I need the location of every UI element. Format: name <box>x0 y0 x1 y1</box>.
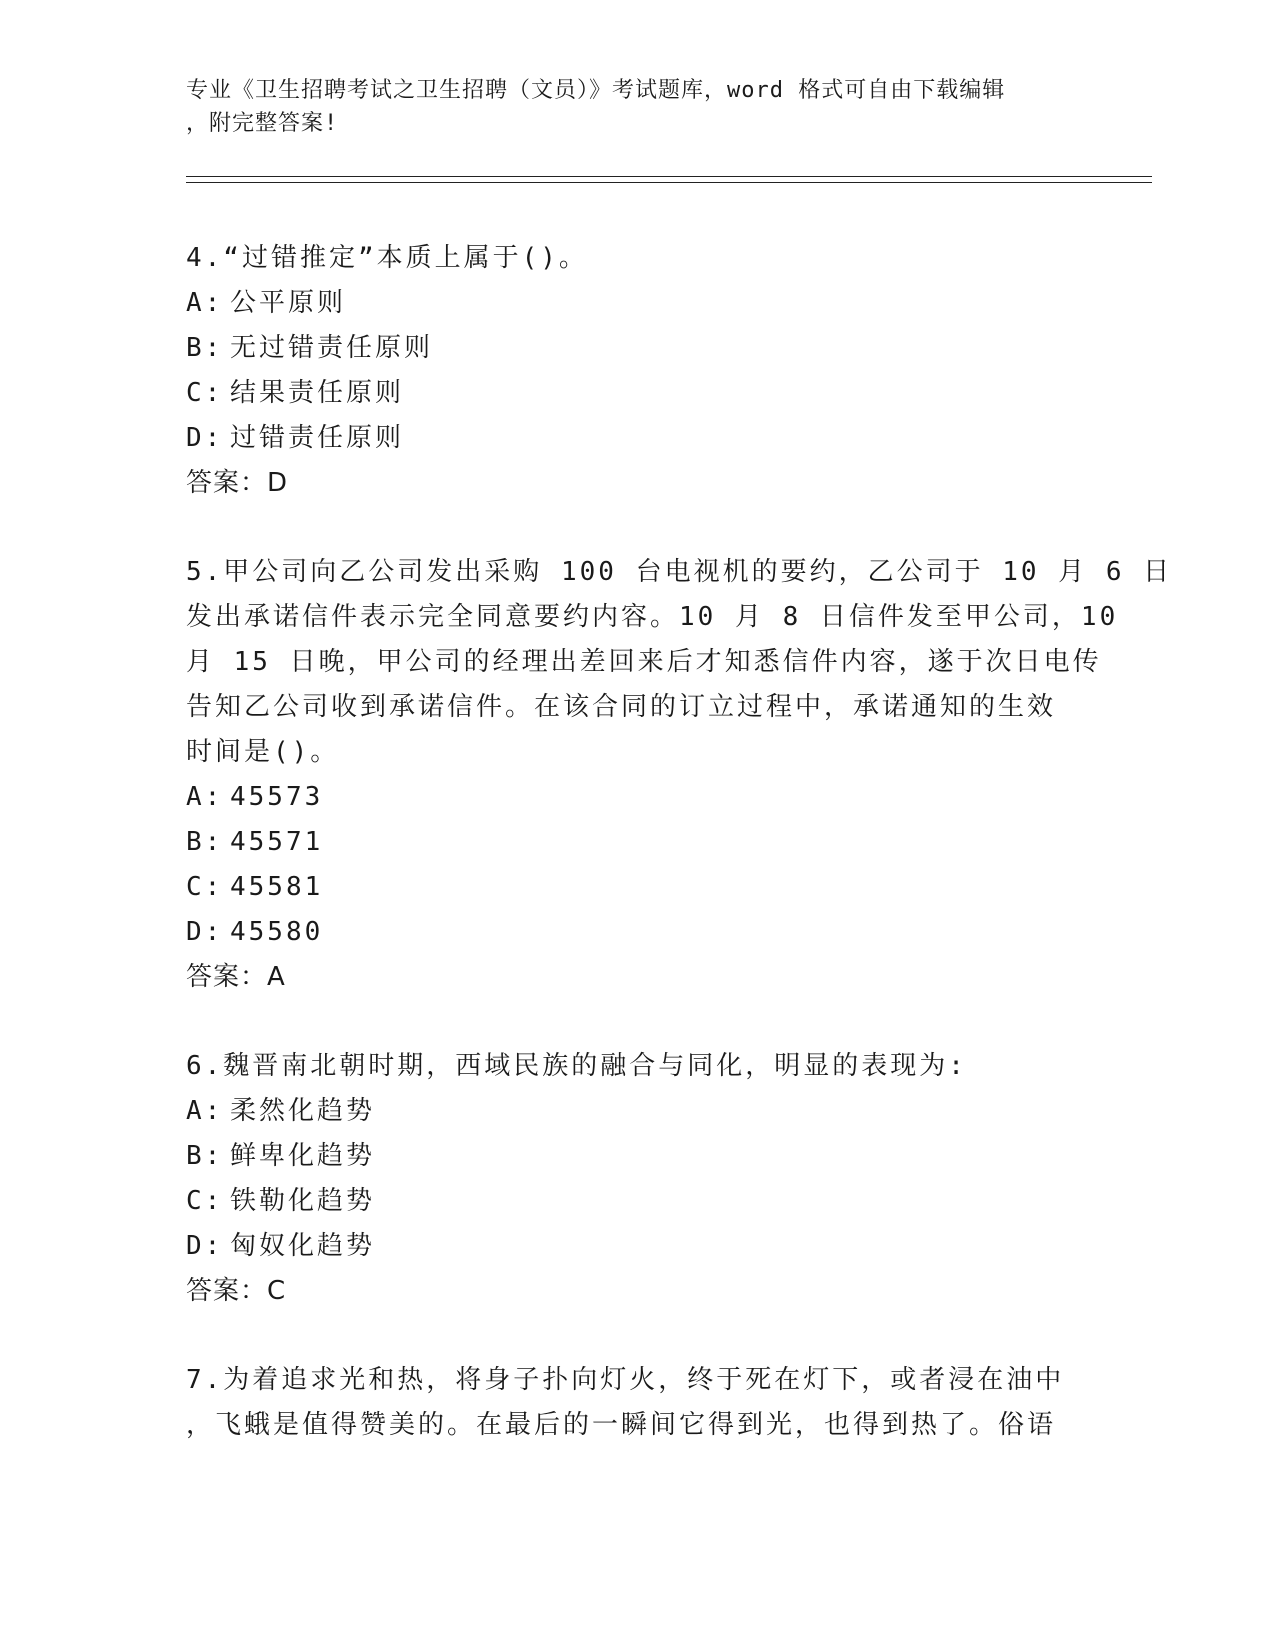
question-text-line-2: 发出承诺信件表示完全同意要约内容。10 月 8 日信件发至甲公司，10 <box>186 602 1119 632</box>
option-text: 45571 <box>230 827 324 857</box>
question-text: 4.“过错推定”本质上属于()。 <box>186 243 588 273</box>
option-b <box>186 820 1086 865</box>
option-text: 45580 <box>230 917 324 947</box>
option-text: 鲜卑化趋势 <box>230 1141 376 1171</box>
question-7 <box>186 1358 1086 1448</box>
option-c <box>186 1179 1086 1224</box>
question-text-line-5: 时间是()。 <box>186 737 340 767</box>
question-text-line-4: 告知乙公司收到承诺信件。在该合同的订立过程中，承诺通知的生效 <box>186 692 1057 722</box>
option-key: D: <box>186 917 224 947</box>
option-key: B: <box>186 827 224 857</box>
option-key: C: <box>186 1186 224 1216</box>
option-key: D: <box>186 423 224 453</box>
option-text: 无过错责任原则 <box>230 333 434 363</box>
option-text: 过错责任原则 <box>230 423 405 453</box>
option-key: B: <box>186 333 224 363</box>
header-line-1: 专业《卫生招聘考试之卫生招聘（文员）》考试题库，word 格式可自由下载编辑 <box>186 78 1006 103</box>
option-text: 45581 <box>230 872 324 902</box>
option-key: D: <box>186 1231 224 1261</box>
option-d <box>186 1224 1086 1269</box>
document-header <box>186 74 1066 140</box>
option-d <box>186 416 1086 461</box>
question-text-line-2: ，飞蛾是值得赞美的。在最后的一瞬间它得到光，也得到热了。俗语 <box>186 1410 1057 1440</box>
question-text-line-1: 7.为着追求光和热，将身子扑向灯火，终于死在灯下，或者浸在油中 <box>186 1365 1065 1395</box>
option-key: A: <box>186 288 224 318</box>
option-key: A: <box>186 1096 224 1126</box>
option-b <box>186 326 1086 371</box>
option-text: 柔然化趋势 <box>230 1096 376 1126</box>
option-key: B: <box>186 1141 224 1171</box>
option-a <box>186 1089 1086 1134</box>
option-d <box>186 910 1086 955</box>
header-divider-top <box>186 176 1152 177</box>
question-4 <box>186 236 1086 506</box>
question-text: 6.魏晋南北朝时期，西域民族的融合与同化，明显的表现为: <box>186 1051 967 1081</box>
option-text: 铁勒化趋势 <box>230 1186 376 1216</box>
question-text-line-1: 5.甲公司向乙公司发出采购 100 台电视机的要约，乙公司于 10 月 6 日 <box>186 557 1173 587</box>
option-text: 45573 <box>230 782 324 812</box>
question-5 <box>186 550 1173 1000</box>
option-b <box>186 1134 1086 1179</box>
header-divider-bottom <box>186 182 1152 183</box>
answer-text: 答案：D <box>186 468 289 498</box>
option-key: A: <box>186 782 224 812</box>
option-text: 匈奴化趋势 <box>230 1231 376 1261</box>
option-c <box>186 865 1086 910</box>
question-list <box>186 236 1173 1492</box>
question-6 <box>186 1044 1086 1314</box>
option-text: 公平原则 <box>230 288 347 318</box>
option-a <box>186 281 1086 326</box>
question-text-line-3: 月 15 日晚，甲公司的经理出差回来后才知悉信件内容，遂于次日电传 <box>186 647 1102 677</box>
option-key: C: <box>186 378 224 408</box>
option-a <box>186 775 1086 820</box>
option-text: 结果责任原则 <box>230 378 405 408</box>
answer-text: 答案：A <box>186 962 286 992</box>
answer-text: 答案：C <box>186 1276 287 1306</box>
option-key: C: <box>186 872 224 902</box>
option-c <box>186 371 1086 416</box>
header-line-2: ，附完整答案! <box>186 111 339 136</box>
